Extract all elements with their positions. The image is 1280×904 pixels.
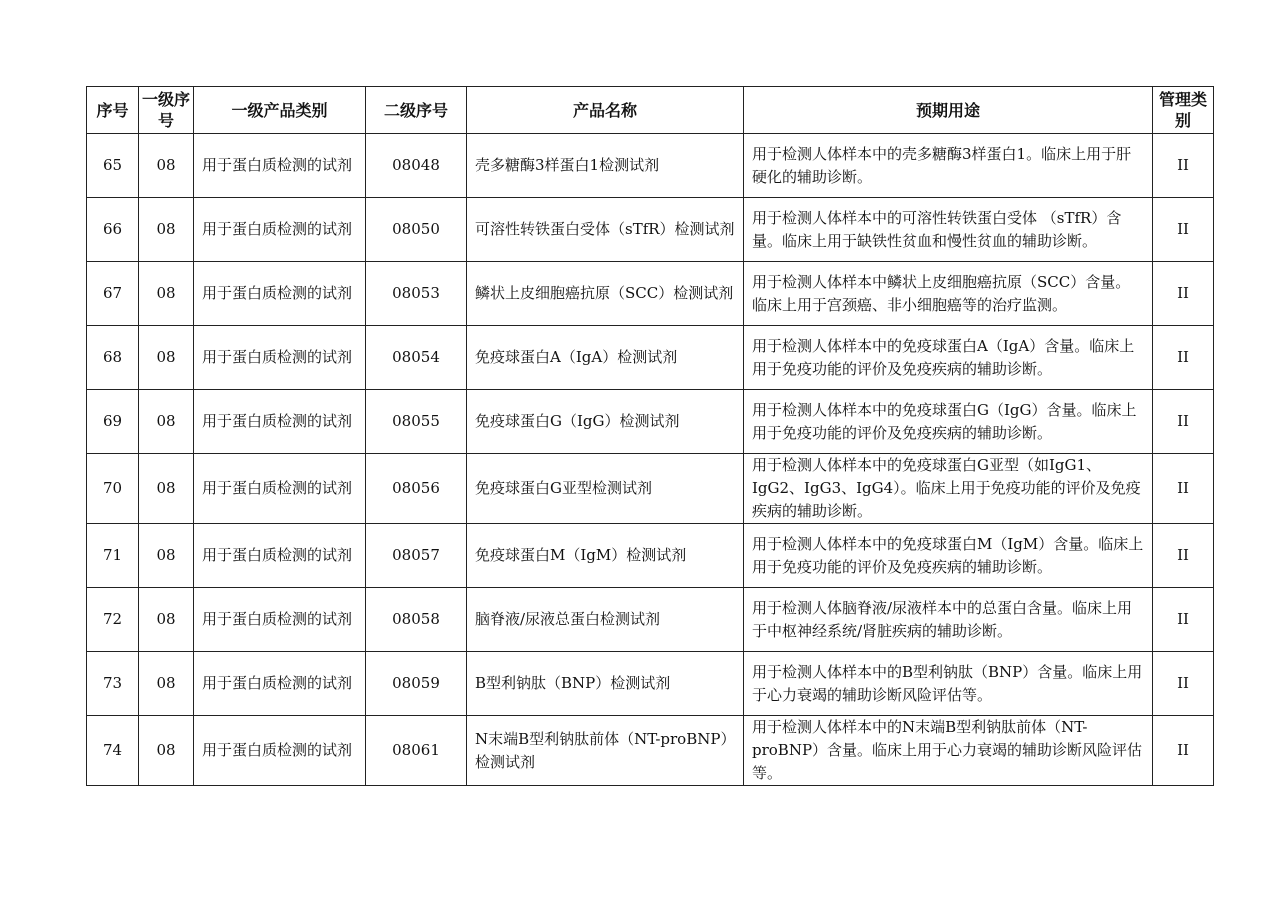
cell-level1-seq: 08 [139,262,194,326]
cell-level1-seq: 08 [139,652,194,716]
cell-mgmt-class: II [1153,134,1214,198]
cell-level1-category: 用于蛋白质检测的试剂 [194,716,366,786]
cell-intended-use: 用于检测人体脑脊液/尿液样本中的总蛋白含量。临床上用于中枢神经系统/肾脏疾病的辅助诊断。 [744,588,1153,652]
cell-level1-category: 用于蛋白质检测的试剂 [194,134,366,198]
cell-level2-seq: 08058 [366,588,467,652]
cell-mgmt-class: II [1153,716,1214,786]
header-mgmt-class: 管理类别 [1153,87,1214,134]
cell-mgmt-class: II [1153,454,1214,524]
cell-intended-use: 用于检测人体样本中的B型利钠肽（BNP）含量。临床上用于心力衰竭的辅助诊断风险评估等。 [744,652,1153,716]
cell-level1-seq: 08 [139,716,194,786]
cell-intended-use: 用于检测人体样本中的免疫球蛋白A（IgA）含量。临床上用于免疫功能的评价及免疫疾病的辅助诊断。 [744,326,1153,390]
header-product-name: 产品名称 [467,87,744,134]
table-row [87,390,1214,454]
product-table [86,86,1214,786]
cell-seq: 65 [87,134,139,198]
cell-intended-use: 用于检测人体样本中的免疫球蛋白G亚型（如IgG1、IgG2、IgG3、IgG4）。临床上用于免疫功能的评价及免疫疾病的辅助诊断。 [744,454,1153,524]
cell-mgmt-class: II [1153,524,1214,588]
header-level1-seq: 一级序号 [139,87,194,134]
cell-product-name: N末端B型利钠肽前体（NT-proBNP）检测试剂 [467,716,744,786]
table-row [87,454,1214,524]
table-row [87,652,1214,716]
cell-mgmt-class: II [1153,326,1214,390]
table-row [87,262,1214,326]
table-row [87,524,1214,588]
cell-level2-seq: 08053 [366,262,467,326]
cell-product-name: B型利钠肽（BNP）检测试剂 [467,652,744,716]
table-row [87,326,1214,390]
cell-seq: 68 [87,326,139,390]
cell-level1-category: 用于蛋白质检测的试剂 [194,524,366,588]
cell-seq: 74 [87,716,139,786]
cell-level1-seq: 08 [139,390,194,454]
cell-intended-use: 用于检测人体样本中的免疫球蛋白G（IgG）含量。临床上用于免疫功能的评价及免疫疾病的辅助诊断。 [744,390,1153,454]
cell-product-name: 免疫球蛋白G（IgG）检测试剂 [467,390,744,454]
cell-level2-seq: 08055 [366,390,467,454]
cell-seq: 67 [87,262,139,326]
table-header-row [87,87,1214,134]
cell-intended-use: 用于检测人体样本中的可溶性转铁蛋白受体 （sTfR）含量。临床上用于缺铁性贫血和慢性贫血的辅助诊断。 [744,198,1153,262]
cell-intended-use: 用于检测人体样本中的免疫球蛋白M（IgM）含量。临床上用于免疫功能的评价及免疫疾病的辅助诊断。 [744,524,1153,588]
cell-level1-category: 用于蛋白质检测的试剂 [194,326,366,390]
cell-seq: 73 [87,652,139,716]
cell-seq: 66 [87,198,139,262]
cell-product-name: 免疫球蛋白M（IgM）检测试剂 [467,524,744,588]
cell-level2-seq: 08054 [366,326,467,390]
header-seq: 序号 [87,87,139,134]
cell-product-name: 免疫球蛋白G亚型检测试剂 [467,454,744,524]
cell-intended-use: 用于检测人体样本中的壳多糖酶3样蛋白1。临床上用于肝硬化的辅助诊断。 [744,134,1153,198]
cell-seq: 72 [87,588,139,652]
cell-mgmt-class: II [1153,262,1214,326]
table-row [87,198,1214,262]
cell-level2-seq: 08050 [366,198,467,262]
cell-seq: 71 [87,524,139,588]
cell-product-name: 壳多糖酶3样蛋白1检测试剂 [467,134,744,198]
cell-level2-seq: 08061 [366,716,467,786]
cell-level1-category: 用于蛋白质检测的试剂 [194,198,366,262]
cell-level1-category: 用于蛋白质检测的试剂 [194,652,366,716]
cell-mgmt-class: II [1153,652,1214,716]
cell-intended-use: 用于检测人体样本中鳞状上皮细胞癌抗原（SCC）含量。临床上用于宫颈癌、非小细胞癌等的治疗监测。 [744,262,1153,326]
cell-product-name: 鳞状上皮细胞癌抗原（SCC）检测试剂 [467,262,744,326]
cell-level1-seq: 08 [139,134,194,198]
table-row [87,588,1214,652]
cell-mgmt-class: II [1153,588,1214,652]
cell-level1-seq: 08 [139,326,194,390]
header-level2-seq: 二级序号 [366,87,467,134]
cell-level2-seq: 08059 [366,652,467,716]
table-row [87,134,1214,198]
cell-seq: 69 [87,390,139,454]
cell-level1-seq: 08 [139,198,194,262]
cell-mgmt-class: II [1153,198,1214,262]
cell-level1-category: 用于蛋白质检测的试剂 [194,454,366,524]
cell-seq: 70 [87,454,139,524]
cell-intended-use: 用于检测人体样本中的N末端B型利钠肽前体（NT-proBNP）含量。临床上用于心力衰竭的辅助诊断风险评估等。 [744,716,1153,786]
cell-product-name: 免疫球蛋白A（IgA）检测试剂 [467,326,744,390]
cell-level2-seq: 08048 [366,134,467,198]
table-row [87,716,1214,786]
cell-level1-category: 用于蛋白质检测的试剂 [194,262,366,326]
cell-level1-seq: 08 [139,454,194,524]
cell-level1-seq: 08 [139,524,194,588]
cell-level1-seq: 08 [139,588,194,652]
header-intended-use: 预期用途 [744,87,1153,134]
cell-product-name: 可溶性转铁蛋白受体（sTfR）检测试剂 [467,198,744,262]
header-level1-category: 一级产品类别 [194,87,366,134]
cell-product-name: 脑脊液/尿液总蛋白检测试剂 [467,588,744,652]
cell-level2-seq: 08056 [366,454,467,524]
cell-level1-category: 用于蛋白质检测的试剂 [194,588,366,652]
cell-level1-category: 用于蛋白质检测的试剂 [194,390,366,454]
cell-mgmt-class: II [1153,390,1214,454]
cell-level2-seq: 08057 [366,524,467,588]
